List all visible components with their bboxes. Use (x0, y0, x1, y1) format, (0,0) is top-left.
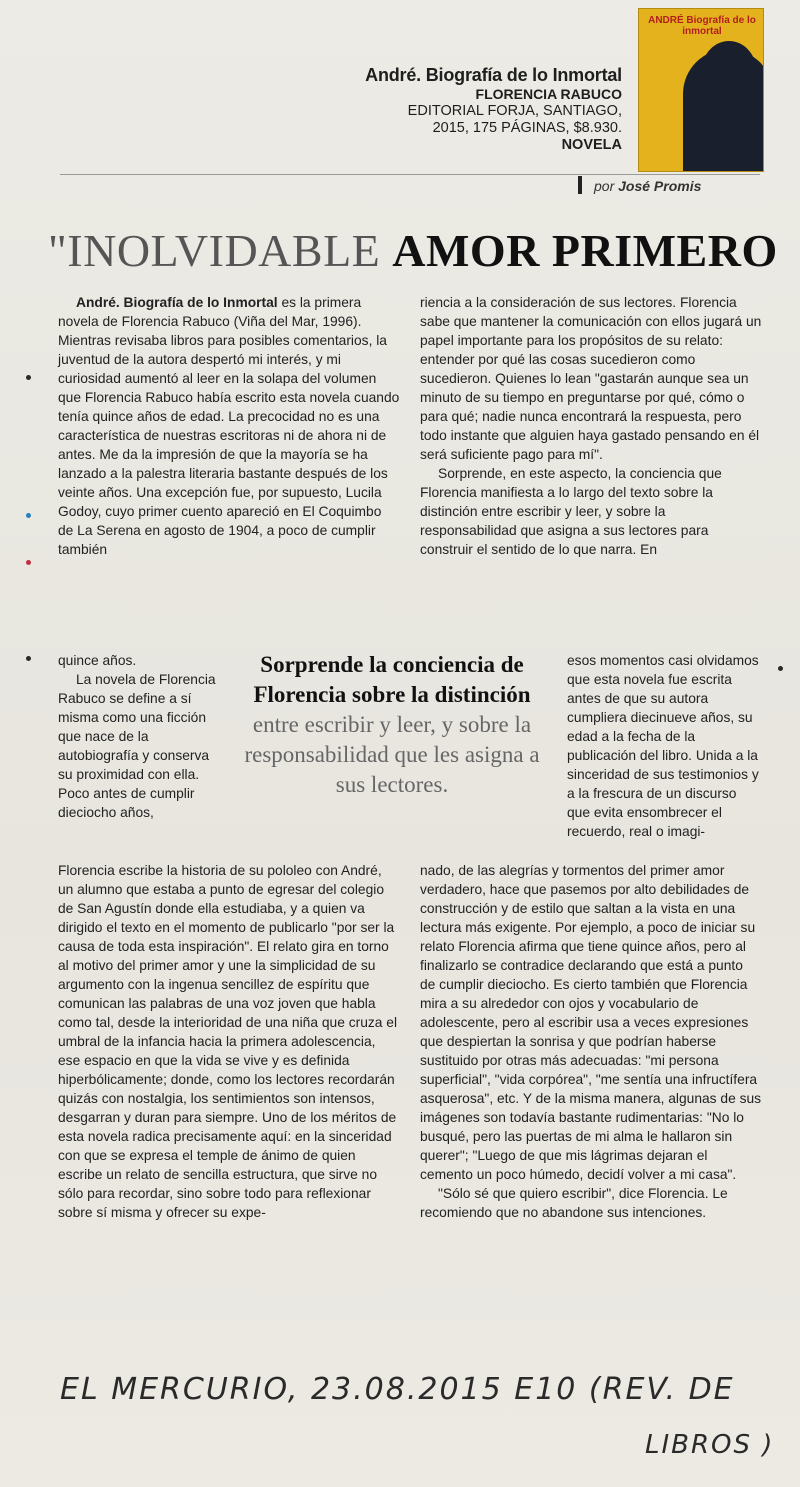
margin-dot (26, 375, 31, 380)
paragraph-2-wide: Florencia escribe la historia de su pololeo con André, un alumno que estaba a punto de egresar del colegio de San Agustín donde ella estudiaba, y a quien va dirigido el texto en el momento de publicarlo "por ser la causa de toda esta inspiración". El relato gira en torno al motivo del primer amor y une la simplicidad de su argumento con la ingenua sencillez de espíritu que comunican las palabras de una voz joven que habla como tal, desde la interioridad de una niña que cruza el umbral de la infancia hacia la primera adolescencia, ese espacio en que la vida se vive y es definida hiperbólicamente; donde, como los lectores recordarán quizás con nostalgia, los sentimientos son intensos, desgarran y duran para siempre. Uno de los méritos de esta novela radica precisamente aquí: en la sinceridad con que se expresa el temple de ánimo de quien escribe un relato de sencilla estructura, que sirve no sólo para recordar, sino sobre todo para reflexionar sobre sí misma y ofrecer su expe- (58, 863, 398, 1220)
cover-silhouette-head (701, 41, 757, 105)
book-info (365, 64, 622, 154)
book-details: 2015, 175 PÁGINAS, $8.930. (432, 120, 622, 136)
header-divider (60, 174, 760, 175)
paragraph-1: es la primera novela de Florencia Rabuco (Viña del Mar, 1996). Mientras revisaba libros para posibles comentarios, la juventud de la autora despertó mi interés, y mi curiosidad aumentó al leer en la solapa del volumen que Florencia Rabuco había escrito esta novela cuando tenía quince años de edad. La precocidad no es una característica de nuestras escritoras ni de ahora ni de antes. Me da la impresión de que la mayoría se ha lanzado a la palestra literaria bastante después de los veinte años. Una excepción fue, por supuesto, Lucila Godoy, cuyo primer cuento apareció en El Coquimbo de La Serena en agosto de 1904, a poco de cumplir también (58, 295, 400, 557)
paragraph-2-narrow: La novela de Florencia Rabuco se define a sí misma como una ficción que nace de la autobiografía y conserva su proximidad con ella. Poco antes de cumplir dieciocho años, (58, 672, 216, 820)
column-left-bottom (58, 861, 400, 1222)
byline (594, 178, 701, 194)
column-right-top (420, 293, 762, 559)
paragraph-r2: Sorprende, en este aspecto, la conciencia que Florencia manifiesta a lo largo del texto sobre la distinción entre escribir y leer, y sobre la responsabilidad que asigna a sus lectores para construir el sentido de lo que narra. En (420, 466, 722, 557)
column-right-narrow (567, 651, 762, 841)
pull-quote-light: entre escribir y leer, y sobre la responsabilidad que les asigna a sus lectores. (244, 712, 540, 797)
column-left-tail (58, 651, 218, 822)
pull-quote (240, 650, 544, 800)
margin-dot-blue (26, 513, 31, 518)
paragraph-r1: riencia a la consideración de sus lectores. Florencia sabe que mantener la comunicación con ellos jugará un papel importante para los propósitos de su relato: entender por qué las cosas sucedieron como sucedieron. Quienes lo lean "gastarán aunque sea un minuto de su tiempo en preguntarse por qué, cómo o para qué; nadie nunca encontrará la respuesta, pero todo instante que alguien haya gastado pensando en él será suficiente pago para mí". (420, 295, 762, 462)
margin-dot (778, 666, 783, 671)
byline-prefix: por (594, 178, 615, 194)
lead-title: André. Biografía de lo Inmortal (76, 295, 278, 310)
book-cover-image (638, 8, 764, 172)
pull-quote-bold: Sorprende la conciencia de Florencia sobre la distinción (253, 652, 531, 707)
margin-dot (26, 656, 31, 661)
paragraph-r4: "Sólo sé que quiero escribir", dice Florencia. Le recomiendo que no abandone sus intenciones. (420, 1186, 728, 1220)
headline-light: "INOLVIDABLE (48, 225, 381, 276)
column-left-top (58, 293, 400, 559)
book-title: André. Biografía de lo Inmortal (365, 65, 622, 85)
handwritten-source-line2: LIBROS ) (645, 1430, 775, 1460)
headline (48, 225, 778, 277)
book-author: FLORENCIA RABUCO (475, 86, 622, 102)
book-publisher: EDITORIAL FORJA, SANTIAGO, (407, 103, 622, 119)
margin-dot-red (26, 560, 31, 565)
handwritten-source: EL MERCURIO, 23.08.2015 E10 (REV. DE (60, 1372, 735, 1407)
headline-bold: AMOR PRIMERO (392, 225, 778, 276)
paragraph-r2-narrow: esos momentos casi olvidamos que esta novela fue escrita antes de que su autora cumpliera diecinueve años, su edad a la fecha de la publicación del libro. Unida a la sinceridad de sus testimonios y a la frescura de un discurso que evita ensombrecer el recuerdo, real o imagi- (567, 653, 759, 839)
cover-label: ANDRÉ Biografía de lo inmortal (648, 15, 756, 37)
paragraph-1-tail: quince años. (58, 653, 137, 668)
byline-name: José Promis (618, 178, 702, 194)
book-genre: NOVELA (561, 137, 622, 153)
paragraph-r3: nado, de las alegrías y tormentos del primer amor verdadero, hace que pasemos por alto debilidades de construcción y de estilo que saltan a la vista en una lectura más exigente. Por ejemplo, a poco de iniciar su relato Florencia afirma que tiene quince años, pero al finalizarlo se contradice declarando que está a punto de cumplir dieciocho. Es cierto también que Florencia mira a su alrededor con ojos y vocabulario de adolescente, pero al escribir usa a veces expresiones que despiertan la sonrisa y que podrían haberse sustituido por otras más adecuadas: "mi persona superficial", "vida corpórea", "me sentía una infructífera asquerosa", etc. Y de la misma manera, algunas de sus imágenes son todavía bastante rudimentarias: "No lo busqué, pero las puertas de mi alma le hallaron sin querer"; "Luego de que mis lágrimas dejaran el cemento un poco húmedo, decidí volver a mi casa". (420, 863, 762, 1182)
column-right-bottom (420, 861, 762, 1222)
byline-bar (578, 176, 582, 194)
